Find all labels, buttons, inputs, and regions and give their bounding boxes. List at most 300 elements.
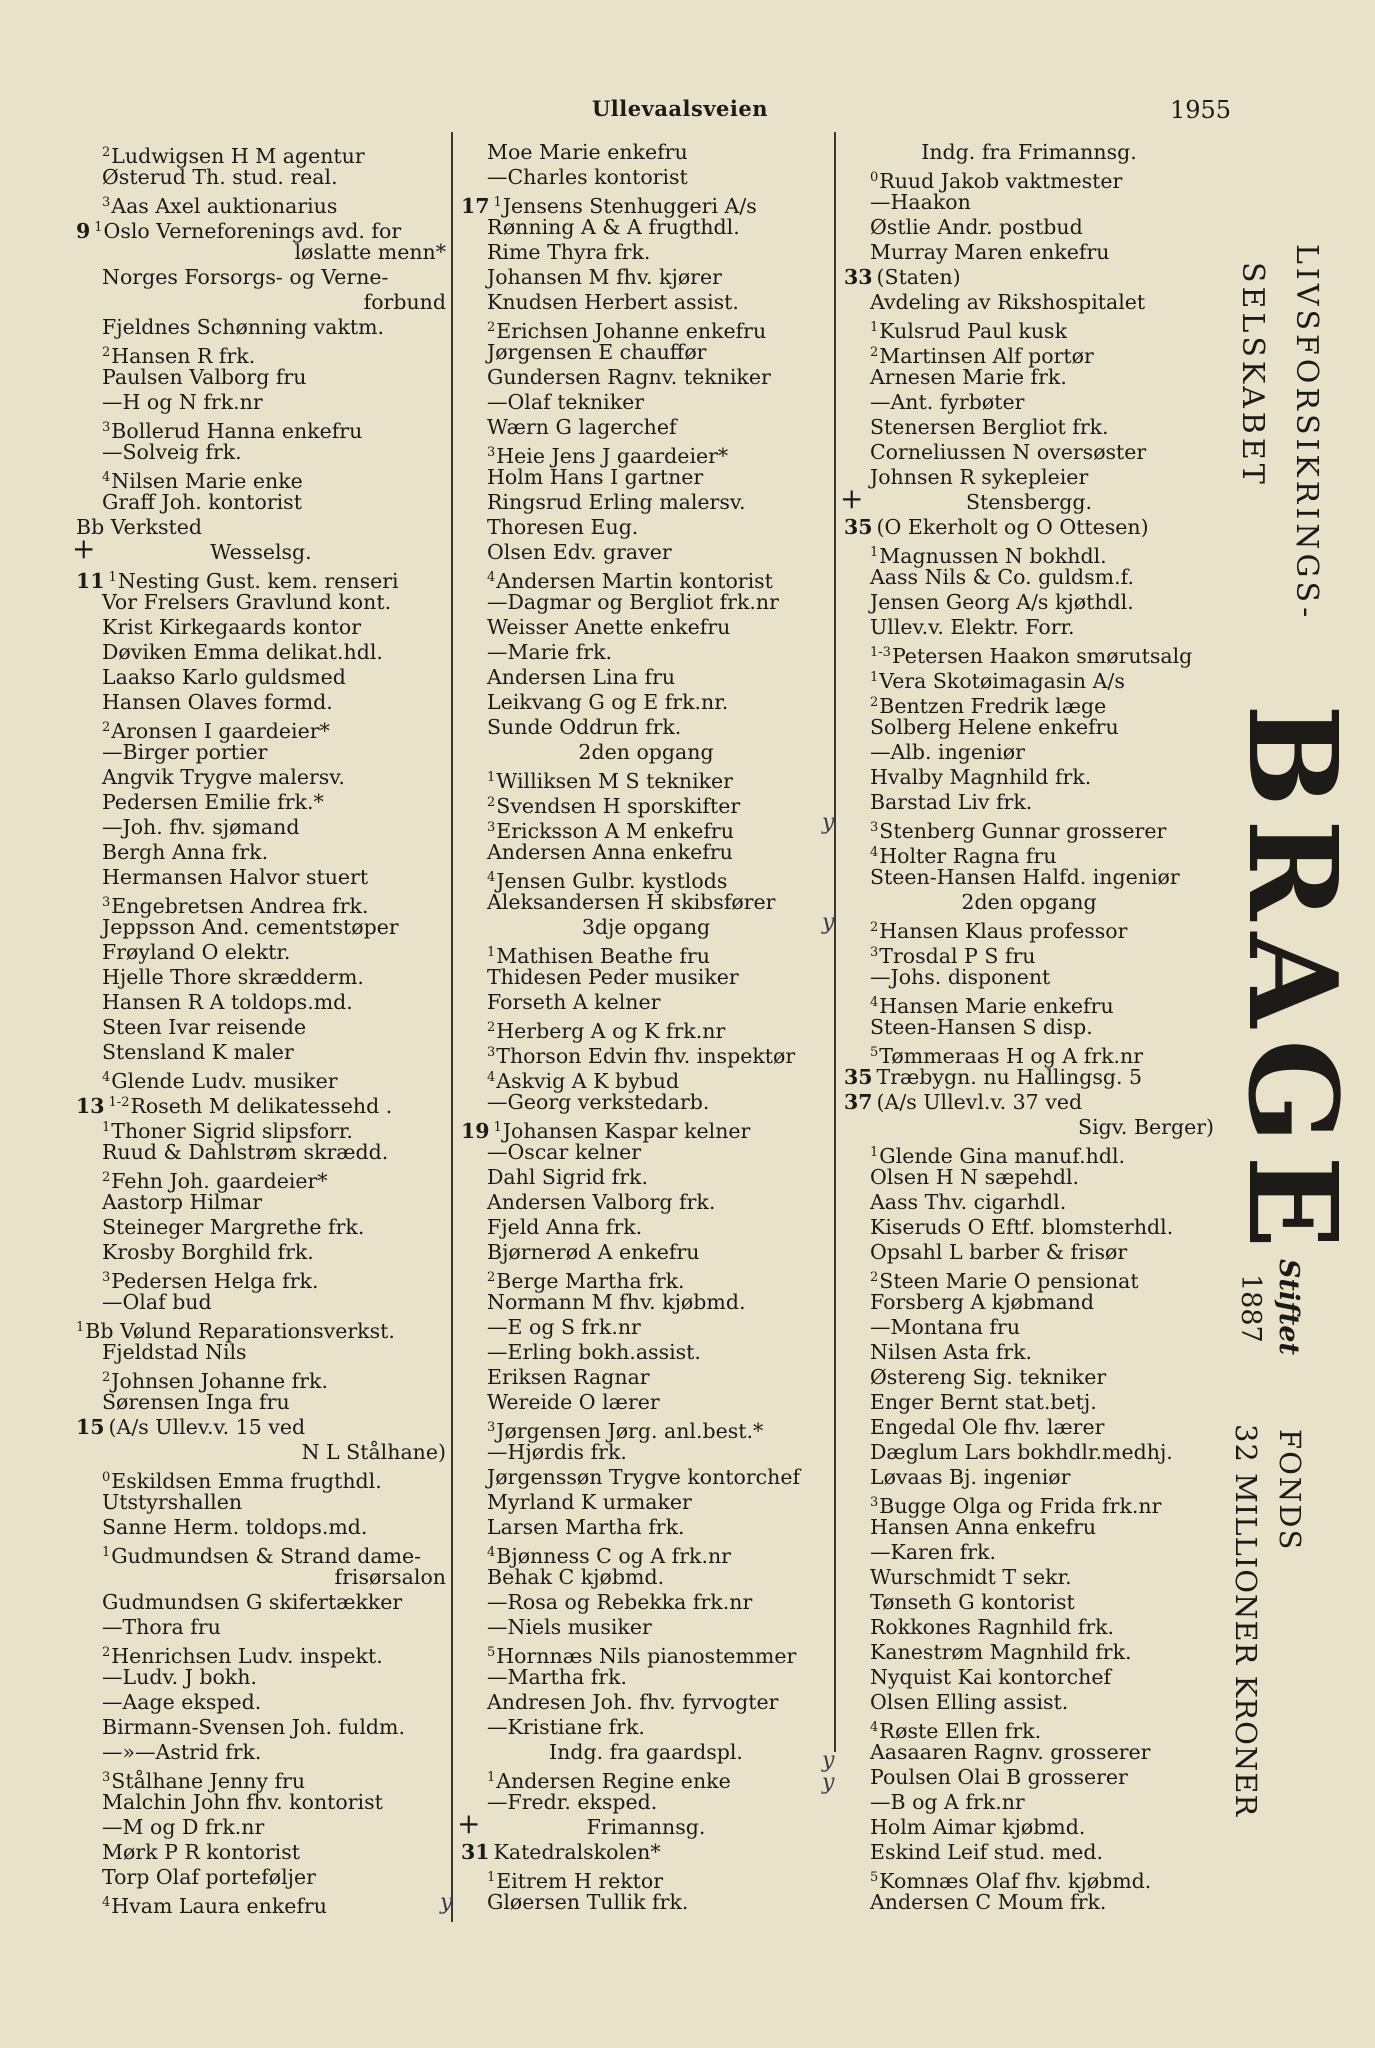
entry-text: Løvaas Bj. ingeniør <box>870 1465 1071 1489</box>
directory-entry <box>76 815 446 840</box>
entry-text: Herberg A og K frk.nr <box>496 1019 726 1043</box>
directory-entry <box>76 1665 446 1690</box>
entry-text: —Georg verkstedarb. <box>487 1090 710 1114</box>
entry-text: Østlie Andr. postbud <box>870 215 1083 239</box>
directory-entry <box>461 615 831 640</box>
directory-entry <box>844 165 1214 193</box>
entry-text: Østerud Th. stud. real. <box>102 165 338 189</box>
entry-text: Sunde Oddrun frk. <box>487 715 682 739</box>
house-number: 37 <box>844 1090 873 1114</box>
column-rule-1 <box>451 132 453 1922</box>
directory-entry <box>76 1190 446 1215</box>
directory-entry <box>76 165 446 190</box>
directory-entry <box>76 665 446 690</box>
entry-text: Barstad Liv frk. <box>870 790 1033 814</box>
directory-entry <box>76 515 446 540</box>
floor-marker: 1 <box>94 220 103 235</box>
entry-text: Malchin John fhv. kontorist <box>102 1790 383 1814</box>
entry-text: Indg. fra Frimannsg. <box>921 140 1137 164</box>
entry-text: Vera Skotøimagasin A/s <box>879 669 1125 693</box>
floor-marker: 1 <box>76 1320 85 1335</box>
entry-text: Torp Olaf porteføljer <box>102 1865 316 1889</box>
entry-text: Weisser Anette enkefru <box>487 615 731 639</box>
directory-entry <box>844 615 1214 640</box>
entry-text: Frimannsg. <box>586 1815 706 1839</box>
directory-entry <box>461 765 831 793</box>
directory-entry <box>461 215 831 240</box>
entry-text: Aastorp Hilmar <box>102 1190 263 1214</box>
floor-marker: 2 <box>102 345 111 360</box>
entry-text: Fjeld Anna frk. <box>487 1215 643 1239</box>
house-number: 35 <box>844 515 873 539</box>
directory-entry <box>76 890 446 918</box>
entry-text: Holm Aimar kjøbmd. <box>870 1815 1086 1839</box>
directory-entry <box>461 190 831 218</box>
entry-text: —Ludv. J bokh. <box>102 1665 257 1689</box>
entry-text: Andersen Martin kontorist <box>496 569 773 593</box>
directory-entry <box>461 1840 831 1865</box>
directory-entry <box>461 665 831 690</box>
entry-text: Pedersen Emilie frk.* <box>102 790 324 814</box>
directory-entry <box>461 1665 831 1690</box>
entry-text: Jensen Georg A/s kjøthdl. <box>870 590 1134 614</box>
directory-column-3 <box>840 140 1214 1915</box>
entry-text: forbund <box>363 290 446 314</box>
directory-entry <box>844 990 1214 1018</box>
directory-entry <box>76 290 446 315</box>
entry-text: Hermansen Halvor stuert <box>102 865 369 889</box>
directory-entry <box>844 390 1214 415</box>
entry-text: Olsen H N sæpehdl. <box>870 1165 1080 1189</box>
entry-text: Sørensen Inga fru <box>102 1390 290 1414</box>
directory-entry <box>461 240 831 265</box>
directory-entry <box>844 715 1214 740</box>
floor-marker: 1 <box>487 770 496 785</box>
entry-text: Stenersen Bergliot frk. <box>870 415 1109 439</box>
floor-marker: 1 <box>102 1120 111 1135</box>
entry-text: Opsahl L barber & frisør <box>870 1240 1128 1264</box>
entry-text: Hornnæs Nils pianostemmer <box>496 1644 797 1668</box>
directory-entry <box>76 865 446 890</box>
directory-entry <box>76 1440 446 1465</box>
floor-marker: 0 <box>870 170 879 185</box>
directory-entry <box>461 465 831 490</box>
entry-text: Magnussen N bokhdl. <box>879 544 1107 568</box>
directory-entry <box>844 1265 1214 1293</box>
directory-entry <box>76 390 446 415</box>
floor-marker: 3 <box>870 945 879 960</box>
entry-text: Erichsen Johanne enkefru <box>496 319 767 343</box>
directory-entry <box>461 315 831 343</box>
entry-text: Stålhane Jenny fru <box>111 1769 306 1793</box>
entry-text: Andersen C Moum frk. <box>870 1890 1107 1914</box>
directory-entry <box>76 1340 446 1365</box>
floor-marker: 4 <box>870 1720 879 1735</box>
floor-marker: 3 <box>487 1045 496 1060</box>
directory-entry <box>844 1315 1214 1340</box>
entry-text: Wærn G lagerchef <box>487 415 677 439</box>
entry-text: —Karen frk. <box>870 1540 997 1564</box>
floor-marker: 4 <box>487 570 496 585</box>
directory-entry <box>840 482 1214 515</box>
handwritten-mark: y <box>440 1890 453 1915</box>
entry-text: Andersen Lina fru <box>487 665 676 689</box>
directory-entry <box>76 265 446 290</box>
floor-marker: 3 <box>102 1770 111 1785</box>
entry-text: Andersen Regine enke <box>496 1769 731 1793</box>
directory-entry <box>461 690 831 715</box>
entry-text: Ruud & Dahlstrøm skrædd. <box>102 1140 389 1164</box>
floor-marker: 1 <box>487 1870 496 1885</box>
floor-marker: 4 <box>102 470 111 485</box>
directory-entry <box>844 290 1214 315</box>
directory-entry <box>76 440 446 465</box>
house-number: 33 <box>844 265 873 289</box>
advertisement-brage <box>1215 244 1365 1818</box>
floor-marker: 2 <box>487 795 496 810</box>
entry-text: Sanne Herm. toldops.md. <box>102 1515 368 1539</box>
floor-marker: 1 <box>102 1545 111 1560</box>
entry-text: Engebretsen Andrea frk. <box>111 894 369 918</box>
directory-entry <box>461 415 831 440</box>
house-number: 19 <box>461 1119 490 1143</box>
entry-text: Glende Ludv. musiker <box>111 1069 338 1093</box>
directory-entry <box>844 1890 1214 1915</box>
entry-text: (O Ekerholt og O Ottesen) <box>876 515 1149 539</box>
entry-text: Trosdal P S fru <box>879 944 1036 968</box>
entry-text: Stenberg Gunnar grosserer <box>879 819 1167 843</box>
entry-text: —H og N frk.nr <box>102 390 263 414</box>
entry-text: (A/s Ullevl.v. 37 ved <box>876 1090 1083 1114</box>
entry-text: Aleksandersen H skibsfører <box>487 890 776 914</box>
entry-text: Østereng Sig. tekniker <box>870 1365 1107 1389</box>
entry-text: Roseth M delikatessehd . <box>130 1094 393 1118</box>
directory-entry <box>844 1015 1214 1040</box>
entry-text: Olsen Elling assist. <box>870 1690 1069 1714</box>
directory-entry <box>461 365 831 390</box>
entry-text: Frøyland O elektr. <box>102 940 291 964</box>
directory-entry <box>844 365 1214 390</box>
entry-text: (Staten) <box>876 265 961 289</box>
directory-entry <box>76 740 446 765</box>
entry-text: —Erling bokh.assist. <box>487 1340 701 1364</box>
entry-text: Rokkones Ragnhild frk. <box>870 1615 1115 1639</box>
entry-text: Jørgensen Jørg. anl.best.* <box>496 1419 764 1443</box>
handwritten-mark: y <box>822 810 835 835</box>
entry-text: Træbygn. nu Hallingsg. 5 <box>876 1065 1143 1089</box>
floor-marker: 1 <box>487 945 496 960</box>
directory-entry <box>844 940 1214 968</box>
floor-marker: 2 <box>102 1370 111 1385</box>
entry-text: —Montana fru <box>870 1315 1021 1339</box>
entry-text: Avdeling av Rikshospitalet <box>870 290 1146 314</box>
entry-text: Hansen R frk. <box>111 344 256 368</box>
entry-text: Hansen Anna enkefru <box>870 1515 1097 1539</box>
entry-text: Katedralskolen* <box>493 1840 661 1864</box>
directory-entry <box>461 590 831 615</box>
entry-text: Birmann-Svensen Joh. fuldm. <box>102 1715 405 1739</box>
ad-company-line-2: SELSKABET <box>1235 262 1270 488</box>
directory-entry <box>76 1690 446 1715</box>
directory-entry <box>844 965 1214 990</box>
directory-entry <box>76 965 446 990</box>
directory-entry <box>76 1365 446 1393</box>
entry-text: Jørgensen E chauffør <box>487 340 707 364</box>
directory-entry <box>844 865 1214 890</box>
entry-text: Hvam Laura enkefru <box>111 1894 327 1918</box>
floor-marker: 4 <box>487 1070 496 1085</box>
directory-entry <box>461 1740 831 1765</box>
directory-entry <box>461 990 831 1015</box>
directory-entry <box>461 1615 831 1640</box>
house-number: 13 <box>76 1094 105 1118</box>
cross-marker-icon: + <box>457 1807 481 1840</box>
floor-marker: 4 <box>870 845 879 860</box>
directory-entry <box>461 840 831 865</box>
directory-entry <box>76 240 446 265</box>
floor-marker: 2 <box>102 145 111 160</box>
entry-text: Bollerud Hanna enkefru <box>111 419 363 443</box>
directory-entry <box>461 1040 831 1068</box>
floor-marker: 2 <box>487 1020 496 1035</box>
floor-marker: 1-3 <box>870 645 891 660</box>
entry-text: Gudmundsen G skifertækker <box>102 1590 403 1614</box>
directory-entry <box>844 790 1214 815</box>
directory-entry <box>76 565 446 593</box>
directory-entry <box>844 1640 1214 1665</box>
entry-text: Bugge Olga og Frida frk.nr <box>879 1494 1162 1518</box>
entry-text: —Marie frk. <box>487 640 613 664</box>
entry-text: Bergh Anna frk. <box>102 840 269 864</box>
directory-entry <box>844 1665 1214 1690</box>
directory-entry <box>844 1540 1214 1565</box>
entry-text: Wesselsg. <box>210 540 312 564</box>
directory-entry <box>461 940 831 968</box>
directory-entry <box>461 1365 831 1390</box>
entry-text: —Rosa og Rebekka frk.nr <box>487 1590 753 1614</box>
directory-entry <box>461 965 831 990</box>
entry-text: Aasaaren Ragnv. grosserer <box>870 1740 1151 1764</box>
directory-entry <box>76 1490 446 1515</box>
floor-marker: 1 <box>487 1770 496 1785</box>
ad-founded-label: Stiftet <box>1273 1259 1304 1355</box>
directory-entry <box>76 490 446 515</box>
entry-text: Nilsen Asta frk. <box>870 1340 1033 1364</box>
entry-text: Mørk P R kontorist <box>102 1840 300 1864</box>
directory-entry <box>844 190 1214 215</box>
entry-text: Angvik Trygve malersv. <box>102 765 345 789</box>
directory-entry <box>844 815 1214 843</box>
floor-marker: 3 <box>102 895 111 910</box>
directory-entry <box>76 1865 446 1890</box>
entry-text: Krist Kirkegaards kontor <box>102 615 362 639</box>
directory-entry <box>844 765 1214 790</box>
floor-marker: 1 <box>870 1145 879 1160</box>
directory-entry <box>461 565 831 593</box>
floor-marker: 5 <box>870 1045 879 1060</box>
floor-marker: 1 <box>870 320 879 335</box>
directory-entry <box>844 1240 1214 1265</box>
entry-text: —Kristiane frk. <box>487 1715 645 1739</box>
entry-text: Heie Jens J gaardeier* <box>496 444 729 468</box>
entry-text: Normann M fhv. kjøbmd. <box>487 1290 746 1314</box>
directory-entry <box>76 315 446 340</box>
entry-text: —Charles kontorist <box>487 165 688 189</box>
entry-text: Johnsen R sykepleier <box>870 465 1089 489</box>
entry-text: —B og A frk.nr <box>870 1790 1025 1814</box>
directory-entry <box>76 1765 446 1793</box>
street-title: Ullevaalsveien <box>591 96 768 121</box>
directory-entry <box>461 340 831 365</box>
entry-text: Fehn Joh. gaardeier* <box>111 1169 328 1193</box>
floor-marker: 5 <box>870 1870 879 1885</box>
floor-marker: 1 <box>493 195 502 210</box>
directory-entry <box>76 1465 446 1493</box>
directory-entry <box>76 1290 446 1315</box>
entry-text: Holter Ragna fru <box>879 844 1057 868</box>
ad-founded-year: 1887 <box>1235 1274 1266 1343</box>
entry-text: Bjønness C og A frk.nr <box>496 1544 731 1568</box>
directory-entry <box>844 1040 1214 1068</box>
directory-entry <box>461 890 831 915</box>
directory-entry <box>76 790 446 815</box>
entry-text: Leikvang G og E frk.nr. <box>487 690 729 714</box>
entry-text: —Aage eksped. <box>102 1690 262 1714</box>
floor-marker: 2 <box>870 920 879 935</box>
floor-marker: 4 <box>487 1545 496 1560</box>
directory-entry <box>844 1190 1214 1215</box>
directory-entry <box>461 1440 831 1465</box>
entry-text: Eitrem H rektor <box>496 1869 664 1893</box>
entry-text: Mathisen Beathe fru <box>496 944 710 968</box>
directory-entry <box>461 1865 831 1893</box>
directory-entry <box>76 1265 446 1293</box>
directory-entry <box>461 265 831 290</box>
directory-entry <box>76 1890 446 1918</box>
entry-text: Poulsen Olai B grosserer <box>870 1765 1128 1789</box>
handwritten-mark: y <box>822 910 835 935</box>
directory-entry <box>76 1565 446 1590</box>
directory-entry <box>76 715 446 743</box>
directory-entry <box>461 1690 831 1715</box>
directory-entry <box>76 1140 446 1165</box>
directory-entry <box>844 1465 1214 1490</box>
directory-entry <box>844 1815 1214 1840</box>
entry-text: —Olaf bud <box>102 1290 212 1314</box>
entry-text: Døviken Emma delikat.hdl. <box>102 640 383 664</box>
directory-entry <box>461 1415 831 1443</box>
entry-text: Kulsrud Paul kusk <box>879 319 1068 343</box>
entry-text: Ericksson A M enkefru <box>496 819 734 843</box>
directory-entry <box>461 390 831 415</box>
ad-fonds-label: FONDS <box>1273 1429 1307 1552</box>
entry-text: Forsberg A kjøbmand <box>870 1290 1095 1314</box>
directory-entry <box>461 1590 831 1615</box>
directory-entry <box>844 1740 1214 1765</box>
directory-entry <box>461 1540 831 1568</box>
directory-entry <box>461 1765 831 1793</box>
directory-entry <box>844 415 1214 440</box>
directory-entry <box>76 940 446 965</box>
directory-entry <box>844 1690 1214 1715</box>
entry-text: —E og S frk.nr <box>487 1315 641 1339</box>
entry-text: Vor Frelsers Gravlund kont. <box>102 590 392 614</box>
directory-entry <box>844 1790 1214 1815</box>
entry-text: —Niels musiker <box>487 1615 652 1639</box>
entry-text: frisørsalon <box>334 1565 446 1589</box>
directory-entry <box>76 215 446 243</box>
entry-text: —Ant. fyrbøter <box>870 390 1025 414</box>
entry-text: Wereide O lærer <box>487 1390 660 1414</box>
directory-entry <box>844 565 1214 590</box>
directory-entry <box>461 1265 831 1293</box>
directory-entry <box>461 1165 831 1190</box>
floor-marker: 1-2 <box>108 1095 130 1110</box>
floor-marker: 4 <box>102 1070 111 1085</box>
directory-entry <box>844 890 1214 915</box>
floor-marker: 2 <box>487 320 496 335</box>
floor-marker: 5 <box>487 1645 496 1660</box>
directory-entry <box>76 1715 446 1740</box>
directory-entry <box>76 1165 446 1193</box>
directory-entry <box>844 1415 1214 1440</box>
directory-entry <box>76 690 446 715</box>
directory-entry <box>461 1465 831 1490</box>
entry-text: Jeppsson And. cementstøper <box>102 915 399 939</box>
entry-text: Ullev.v. Elektr. Forr. <box>870 615 1075 639</box>
floor-marker: 2 <box>487 1270 496 1285</box>
entry-text: Nyquist Kai kontorchef <box>870 1665 1112 1689</box>
handwritten-mark: y <box>822 1770 835 1795</box>
directory-entry <box>844 1765 1214 1790</box>
directory-entry <box>76 365 446 390</box>
entry-text: løslatte menn* <box>294 240 446 264</box>
entry-text: Forseth A kelner <box>487 990 661 1014</box>
directory-entry <box>844 1715 1214 1743</box>
directory-entry <box>461 1790 831 1815</box>
entry-text: Larsen Martha frk. <box>487 1515 685 1539</box>
entry-text: Stensbergg. <box>966 490 1092 514</box>
directory-entry <box>844 1840 1214 1865</box>
directory-entry <box>461 1290 831 1315</box>
directory-entry <box>461 1390 831 1415</box>
entry-text: Aass Thv. cigarhdl. <box>870 1190 1067 1214</box>
floor-marker: 3 <box>102 420 111 435</box>
entry-text: Johansen Kaspar kelner <box>502 1119 751 1143</box>
entry-text: —Birger portier <box>102 740 268 764</box>
directory-entry <box>461 1215 831 1240</box>
directory-entry <box>844 240 1214 265</box>
directory-entry <box>461 515 831 540</box>
house-number: 35 <box>844 1065 873 1089</box>
entry-text: —Dagmar og Bergliot frk.nr <box>487 590 779 614</box>
entry-text: Moe Marie enkefru <box>487 140 688 164</box>
entry-text: Eskind Leif stud. med. <box>870 1840 1104 1864</box>
entry-text: Svendsen H sporskifter <box>496 794 741 818</box>
directory-entry <box>461 1515 831 1540</box>
directory-entry <box>457 1807 831 1840</box>
house-number: 17 <box>461 194 490 218</box>
directory-entry <box>76 190 446 218</box>
entry-text: Steen-Hansen S disp. <box>870 1015 1093 1039</box>
entry-text: Bb Verksted <box>76 515 202 539</box>
entry-text: Ringsrud Erling malersv. <box>487 490 746 514</box>
directory-entry <box>461 1490 831 1515</box>
entry-text: —Thora fru <box>102 1615 221 1639</box>
directory-entry <box>76 1515 446 1540</box>
ad-company-line-1: LIVSFORSIKRINGS- <box>1289 244 1324 622</box>
directory-entry <box>844 1865 1214 1893</box>
